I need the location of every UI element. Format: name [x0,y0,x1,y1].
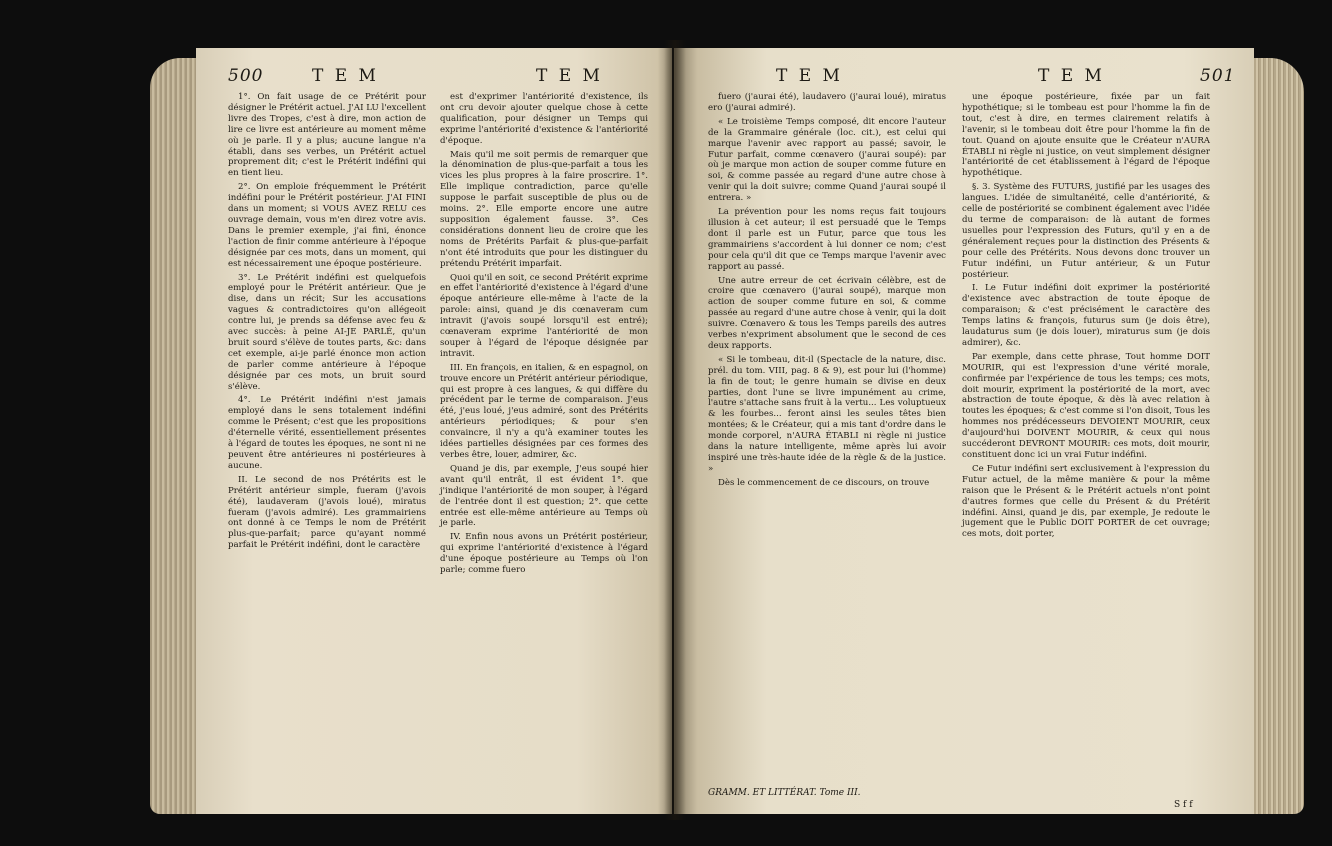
running-head-left-col1: T E M [312,66,379,86]
paragraph: 3°. Le Prétérit indéfini est quelquefois employé pour le Prétérit antérieur. Que je dise, dans un récit; Sur les accusations vagues & contradictoires qu'on allégeoit contre lui, je prends sa défense avec feu & avec succès: à peine AI-JE PARLÉ, qu'un bruit sourd s'élève de toutes parts, &c: dans cet exemple, ai-je parlé énonce mon action de parler comme antérieure à l'époque désignée par ces mots, un bruit sourd s'élève. [228,272,426,392]
page-number-left: 500 [228,66,264,86]
paragraph: Quoi qu'il en soit, ce second Prétérit exprime en effet l'antériorité d'existence à l'égard d'une époque antérieure elle-même à l'acte de la parole: ainsi, quand je dis cœnaveram cum intravit (j'avois soupé lorsqu'il est entré); cœnaveram exprime l'antériorité de mon souper à l'égard de l'époque désignée par intravit. [440,272,648,359]
paragraph: « Le troisième Temps composé, dit encore l'auteur de la Grammaire générale (loc. cit.), est celui qui marque l'avenir avec rapport au passé; savoir, le Futur parfait, comme cœnavero (j'aurai soupé): par où je marque mon action de souper comme future en soi, & comme passée au regard d'une autre chose à venir qui la doit suivre; comme Quand j'aurai soupé il entrera. » [708,116,946,204]
paragraph: Ce Futur indéfini sert exclusivement à l'expression du Futur actuel, de la même manière & pour la même raison que le Présent & le Prétérit actuels n'ont point d'autres formes que celle du Présent & du Prétérit indéfini. Ainsi, quand je dis, par exemple, Je redoute le jugement que le Public DOIT PORTER de cet ouvrage; ces mots, doit porter, [962,463,1210,540]
running-head-right-col1: T E M [776,66,843,86]
paragraph: Dès le commencement de ce discours, on trouve [718,477,930,488]
paragraph: Une autre erreur de cet écrivain célèbre, est de croire que cœnavero (j'aurai soupé), marque mon action de souper comme future en soi, & comme passée au regard d'une autre chose à venir, qui la doit suivre. Cœnavero & tous les Temps pareils des autres verbes n'expriment absolument que le second de ces deux rapports. [708,275,946,351]
signature-line: GRAMM. ET LITTÉRAT. Tome III. [708,788,861,798]
book-gutter [664,40,686,820]
paragraph: Quand je dis, par exemple, J'eus soupé hier avant qu'il entrât, il est évident 1°. que j'indique l'antériorité de mon souper, à l'égard de l'entrée dont il est question; 2°. que cette entrée est elle-même antérieure au Temps où je parle. [440,463,648,529]
paragraph: Mais qu'il me soit permis de remarquer que la dénomination de plus-que-parfait a tous les vices les plus propres à la faire proscrire. 1°. Elle implique contradiction, parce qu'elle suppose le parfait susceptible de plus ou de moins. 2°. Elle emporte encore une autre supposition également fausse. 3°. Ces considérations donnent lieu de croire que les noms de Prétérits Parfait & plus-que-parfait n'ont été introduits que pour les distinguer du prétendu Prétérit imparfait. [440,149,648,269]
paragraph: 2°. On emploie fréquemment le Prétérit indéfini pour le Prétérit postérieur. J'AI FINI dans un moment; si VOUS AVEZ RELU ces ouvrage demain, vous m'en direz votre avis. Dans le premier exemple, j'ai fini, énonce l'action de finir comme antérieure à l'époque désignée par ces mots, dans un moment, qui est nécessairement une époque postérieure. [228,182,426,269]
paragraph: une époque postérieure, fixée par un fait hypothétique; si le tombeau est pour l'homme la fin de tout, c'est à dire, en termes clairement relatifs à l'avenir, si le tombeau doit être pour l'homme la fin de tout. Quand on ajoute ensuite que le Créateur n'AURA ÉTABLI ni règle ni justice, on veut simplement désigner l'antériorité de cet établissement à l'égard de l'époque hypothétique. [962,92,1210,179]
left-page [196,48,672,814]
paragraph: Par exemple, dans cette phrase, Tout homme DOIT MOURIR, qui est l'expression d'une vérité morale, confirmée par l'expérience de tous les temps; ces mots, doit mourir, expriment la postériorité de la mort, avec abstraction de toute époque, & dès là avec relation à toutes les époques; & c'est comme si l'on disoit, Tous les hommes nos prédécesseurs DEVOIENT MOURIR, ceux d'aujourd'hui DOIVENT MOURIR, & ceux qui nous succéderont DEVRONT MOURIR: ces mots, doit mourir, constituent donc ici un vrai Futur indéfini. [962,351,1210,460]
page-number-right: 501 [1200,66,1236,86]
paragraph: I. Le Futur indéfini doit exprimer la postériorité d'existence avec abstraction de toute époque de comparaison; & c'est précisément le caractère des Temps latins & françois, futurus sum (je dois être), laudaturus sum (je dois louer), miraturus sum (je dois admirer), &c. [962,283,1210,348]
left-page-column-2 [440,92,648,804]
right-page-column-1 [708,92,946,782]
paragraph: III. En françois, en italien, & en espagnol, on trouve encore un Prétérit antérieur périodique, qui est propre à ces langues, & qui diffère du précédent par le terme de comparaison. J'eus été, j'eus loué, j'eus admiré, sont des Prétérits antérieurs périodiques; & pour s'en convaincre, il n'y a qu'à examiner toutes les idées partielles désignées par ces formes des verbes être, louer, admirer, &c. [440,362,648,460]
paragraph: 4°. Le Prétérit indéfini n'est jamais employé dans le sens totalement indéfini comme le Présent; c'est que les propositions d'éternelle vérité, essentiellement présentes à l'égard de toutes les époques, ne sont ni ne peuvent être antérieures ni postérieures à aucune. [228,395,426,471]
paragraph: §. 3. Système des FUTURS, justifié par les usages des langues. L'idée de simultanéité, celle d'antériorité, & celle de postériorité se combinent également avec l'idée du terme de comparaison: de là autant de formes usuelles pour l'expression des Futurs, qu'il y en a de généralement reçues pour la distinction des Présents & pour celle des Prétérits. Nous devons donc trouver un Futur indéfini, un Futur antérieur, & un Futur postérieur. [962,182,1210,280]
running-head-right-col2: T E M [1038,66,1105,86]
paragraph: est d'exprimer l'antériorité d'existence, ils ont cru devoir ajouter quelque chose à cette qualification, pour désigner un Temps qui exprime l'antériorité d'existence & l'antériorité d'époque. [440,92,648,146]
paragraph: 1°. On fait usage de ce Prétérit pour désigner le Prétérit actuel. J'AI LU l'excellent livre des Tropes, c'est à dire, mon action de lire ce livre est antérieure au moment même où je parle. Il y a plus; aucune langue n'a établi, dans ses verbes, un Prétérit actuel proprement dit; c'est le Prétérit indéfini qui en tient lieu. [228,92,426,179]
paragraph: La prévention pour les noms reçus fait toujours illusion à cet auteur; il est persuadé que le Temps dont il parle est un Futur, parce que tous les grammairiens s'accordent à lui donner ce nom; c'est pour cela qu'il dit que ce Temps marque l'avenir avec rapport au passé. [708,207,946,272]
right-page-column-2 [962,92,1210,804]
paragraph: « Si le tombeau, dit-il (Spectacle de la nature, disc. prél. du tom. VIII, pag. 8 & 9), est pour lui (l'homme) la fin de tout; le genre humain se divise en deux parties, dont l'une se livre impunément au crime, l'autre s'attache sans fruit à la vertu... Les voluptueux & les fourbes... feront ainsi les seules têtes bien montées; & le Créateur, qui a mis tant d'ordre dans le monde corporel, n'AURA ÉTABLI ni règle ni justice dans la nature intelligente, même après lui avoir inspiré une très-haute idée de la règle & de la justice. » [708,354,946,474]
left-page-column-1 [228,92,426,804]
signature-mark: S f f [1174,800,1193,810]
paragraph: II. Le second de nos Prétérits est le Prétérit antérieur simple, fueram (j'avois été), laudaveram (j'avois loué), miratus fueram (j'avois admiré). Les grammairiens ont donné à ce Temps le nom de Prétérit plus-que-parfait; parce qu'ayant nommé parfait le Prétérit indéfini, dont le caractère [228,474,426,551]
paragraph: IV. Enfin nous avons un Prétérit postérieur, qui exprime l'antériorité d'existence à l'égard d'une époque postérieure au Temps où l'on parle; comme fuero [440,532,648,576]
paragraph: fuero (j'aurai été), laudavero (j'aurai loué), miratus ero (j'aurai admiré). [708,92,946,113]
right-page [674,48,1254,814]
running-head-left-col2: T E M [536,66,603,86]
